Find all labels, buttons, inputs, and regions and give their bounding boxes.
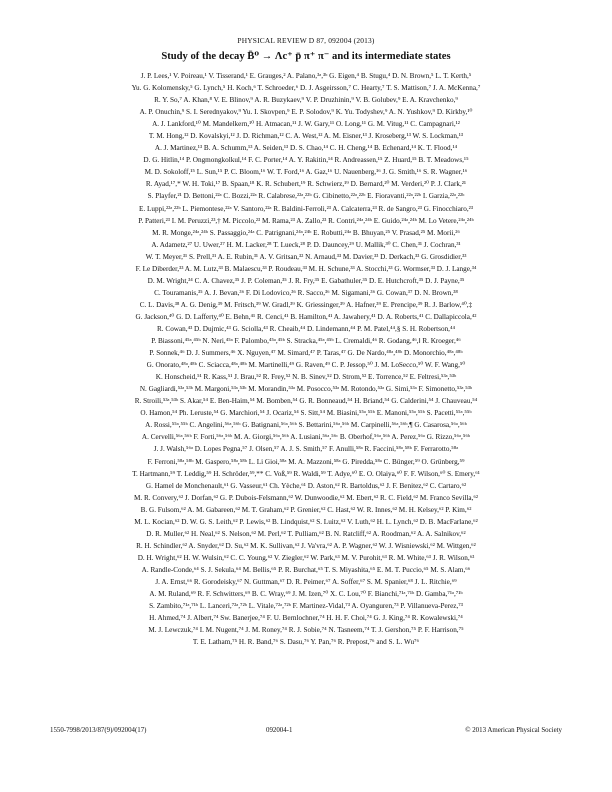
author-line: N. Gagliardi,⁵³ᵃ,⁵³ᵇ M. Margoni,⁵³ᵃ,⁵³ᵇ M. Morandin,⁵³ᵃ M. Posocco,⁵³ᵃ M. Rotondo,⁵³ᵃ G. Simi,⁵³ᵃ F. Simonetto,⁵³ᵃ,⁵³ᵇ [139,385,473,394]
footer-copyright: © 2013 American Physical Society [465,727,562,734]
author-line: C. L. Davis,³⁸ A. G. Denig,³⁹ M. Fritsch,³⁹ W. Gradl,³⁹ K. Griessinger,³⁹ A. Hafner,³⁹ E. Prencipe,³⁹ R. J. Barlow,⁴⁰,‡ [139,300,473,309]
author-line: R. H. Schindler,⁶² A. Snyder,⁶² D. Su,⁶² M. K. Sullivan,⁶² J. Va'vra,⁶² A. P. Wagner,⁶² W. J. Wisniewski,⁶² M. Wittgen,⁶² [136,541,476,550]
author-line: H. Ahmed,⁷⁴ J. Albert,⁷⁴ Sw. Banerjee,⁷⁴ F. U. Bernlochner,⁷⁴ H. H. F. Choi,⁷⁴ G. J. King,⁷⁴ R. Kowalewski,⁷⁴ [149,614,463,623]
author-line: W. T. Meyer,³¹ S. Prell,³¹ A. E. Rubin,³¹ A. V. Gritsan,³² N. Arnaud,³³ M. Davier,³³ D. Derkach,³³ G. Grosdidier,³³ [145,252,467,261]
author-line: G. Jackson,⁴⁰ G. D. Lafferty,⁴⁰ E. Behn,⁴¹ R. Cenci,⁴¹ B. Hamilton,⁴¹ A. Jawahery,⁴¹ D. A. Roberts,⁴¹ C. Dallapiccola,⁴² [135,312,477,321]
author-line: M. R. Convery,⁶² J. Dorfan,⁶² G. P. Dubois-Felsmann,⁶² W. Dunwoodie,⁶² M. Ebert,⁶² R. C. Field,⁶² M. Franco Sevilla,⁶² [134,493,478,502]
author-line: A. Rossi,⁵⁵ᵃ,⁵⁵ᵇ C. Angelini,⁵⁶ᵃ,⁵⁶ᵇ G. Batignani,⁵⁶ᵃ,⁵⁶ᵇ S. Bettarini,⁵⁶ᵃ,⁵⁶ᵇ M. Carpinelli,⁵⁶ᵃ,⁵⁶ᵇ,¶ G. Casarosa,⁵⁶ᵃ,⁵⁶ᵇ [145,421,467,430]
author-line: J. A. Ernst,⁶⁶ R. Gorodeisky,⁶⁷ N. Guttman,⁶⁷ D. R. Peimer,⁶⁷ A. Soffer,⁶⁷ S. M. Spanier,⁶⁸ J. L. Ritchie,⁶⁹ [155,577,457,586]
author-line: D. M. Wright,³⁴ C. A. Chavez,³⁵ J. P. Coleman,³⁵ J. R. Fry,³⁵ E. Gabathuler,³⁵ D. E. Hutchcroft,³⁵ D. J. Payne,³⁵ [147,276,465,285]
author-list [50,70,562,648]
author-line: E. Luppi,²²ᵃ,²²ᵇ L. Piemontese,²²ᵃ V. Santoro,²²ᵃ R. Baldini-Ferroli,²³ A. Calcaterra,²³ R. de Sangro,²³ G. Finocchiaro,²³ [139,204,473,213]
author-line: D. H. Wright,⁶² H. W. Wulsin,⁶² C. C. Young,⁶² V. Ziegler,⁶² W. Park,⁶³ M. V. Purohit,⁶³ R. M. White,⁶³ J. R. Wilson,⁶³ [137,553,475,562]
author-line: B. G. Fulsom,⁶² A. M. Gabareen,⁶² M. T. Graham,⁶² P. Grenier,⁶² C. Hast,⁶² W. R. Innes,⁶² M. H. Kelsey,⁶² P. Kim,⁶² [140,505,472,514]
author-line: J. J. Walsh,⁵⁶ᵃ D. Lopes Pegna,⁵⁷ J. Olsen,⁵⁷ A. J. S. Smith,⁵⁷ F. Anulli,⁵⁸ᵃ R. Faccini,⁵⁸ᵃ,⁵⁸ᵇ F. Ferrarotto,⁵⁸ᵃ [153,445,459,454]
author-line: F. Le Diberder,³³ A. M. Lutz,³³ B. Malaescu,³³ P. Roudeau,³³ M. H. Schune,³³ A. Stocchi,³³ G. Wormser,³³ D. J. Lange,³⁴ [135,264,477,273]
author-line: A. Adametz,²⁷ U. Uwer,²⁷ H. M. Lacker,²⁸ T. Lueck,²⁸ P. D. Dauncey,²⁹ U. Mallik,³⁰ C. Chen,³¹ J. Cochran,³¹ [151,240,461,249]
author-line: D. G. Hitlin,¹⁴ P. Ongmongkolkul,¹⁴ F. C. Porter,¹⁴ A. Y. Rakitin,¹⁴ R. Andreassen,¹⁵ Z. Huard,¹⁵ B. T. Meadows,¹⁵ [143,156,469,165]
author-line: A. P. Onuchin,⁹ S. I. Serednyakov,⁹ Yu. I. Skovpen,⁹ E. P. Solodov,⁹ K. Yu. Todyshev,⁹ A. N. Yushkov,⁹ D. Kirkby,¹⁰ [139,108,473,117]
author-line: S. Playfer,²¹ D. Bettoni,²²ᵃ C. Bozzi,²²ᵃ R. Calabrese,²²ᵃ,²²ᵇ G. Cibinetto,²²ᵃ,²²ᵇ E. Fioravanti,²²ᵃ,²²ᵇ I. Garzia,²²ᵃ,²²ᵇ [147,192,465,201]
author-line: M. J. Lewczuk,⁷⁴ I. M. Nugent,⁷⁴ J. M. Roney,⁷⁴ R. J. Sobie,⁷⁴ N. Tasneem,⁷⁴ T. J. Gershon,⁷⁵ P. F. Harrison,⁷⁵ [148,626,464,635]
author-line: F. Ferroni,⁵⁸ᵃ,⁵⁸ᵇ M. Gaspero,⁵⁸ᵃ,⁵⁸ᵇ L. Li Gioi,⁵⁸ᵃ M. A. Mazzoni,⁵⁸ᵃ G. Piredda,⁵⁸ᵃ C. Bünger,⁵⁹ O. Grünberg,⁵⁹ [147,457,465,466]
author-line: M. R. Monge,²⁴ᵃ,²⁴ᵇ S. Passaggio,²⁴ᵃ C. Patrignani,²⁴ᵃ,²⁴ᵇ E. Robutti,²⁴ᵃ B. Bhuyan,²⁵ V. Prasad,²⁵ M. Morii,²⁶ [152,228,460,237]
author-line: D. R. Muller,⁶² H. Neal,⁶² S. Nelson,⁶² M. Perl,⁶² T. Pulliam,⁶² B. N. Ratcliff,⁶² A. Roodman,⁶² A. A. Salnikov,⁶² [146,529,466,538]
footer-page-number: 092004-1 [266,727,293,734]
author-line: P. Patteri,²³ I. M. Peruzzi,²³,† M. Piccolo,²³ M. Rama,²³ A. Zallo,²³ R. Contri,²⁴ᵃ,²⁴ᵇ E. Guido,²⁴ᵃ,²⁴ᵇ M. Lo Vetere,²⁴ᵃ,²⁴ᵇ [138,216,474,225]
author-line: T. E. Latham,⁷⁵ H. R. Band,⁷⁶ S. Dasu,⁷⁶ Y. Pan,⁷⁶ R. Prepost,⁷⁶ and S. L. Wu⁷⁶ [192,638,420,647]
author-line: K. Honscheid,⁵¹ R. Kass,⁵¹ J. Brau,⁵² R. Frey,⁵² N. B. Sinev,⁵² D. Strom,⁵² E. Torrence,⁵² E. Feltresi,⁵³ᵃ,⁵³ᵇ [155,373,457,382]
author-line: M. L. Kocian,⁶² D. W. G. S. Leith,⁶² P. Lewis,⁶² B. Lindquist,⁶² S. Luitz,⁶² V. Luth,⁶² H. L. Lynch,⁶² D. B. MacFarlane,⁶² [134,517,478,526]
author-line: C. Touramanis,³⁵ A. J. Bevan,³⁶ F. Di Lodovico,³⁶ R. Sacco,³⁶ M. Sigamani,³⁶ G. Cowan,³⁷ D. N. Brown,³⁸ [154,288,458,297]
author-line: O. Hamon,⁵⁴ Ph. Leruste,⁵⁴ G. Marchiori,⁵⁴ J. Ocariz,⁵⁴ S. Sitt,⁵⁴ M. Biasini,⁵⁵ᵃ,⁵⁵ᵇ E. Manoni,⁵⁵ᵃ,⁵⁵ᵇ S. Pacetti,⁵⁵ᵃ,⁵⁵ᵇ [140,409,472,418]
journal-header: PHYSICAL REVIEW D 87, 092004 (2013) [237,36,375,45]
author-line: J. P. Lees,¹ V. Poireau,¹ V. Tisserand,¹ E. Grauges,² A. Palano,³ᵃ,³ᵇ G. Eigen,⁴ B. Stugu,⁴ D. N. Brown,⁵ L. T. Kerth,⁵ [140,72,472,80]
author-line: A. M. Ruland,⁶⁹ R. F. Schwitters,⁶⁹ B. C. Wray,⁶⁹ J. M. Izen,⁷⁰ X. C. Lou,⁷⁰ F. Bianchi,⁷¹ᵃ,⁷¹ᵇ D. Gamba,⁷¹ᵃ,⁷¹ᵇ [149,590,463,599]
author-line: Yu. G. Kolomensky,⁵ G. Lynch,⁵ H. Koch,⁶ T. Schroeder,⁶ D. J. Asgeirsson,⁷ C. Hearty,⁷ T. S. Mattison,⁷ J. A. McKenna,⁷ [131,84,481,93]
author-line: T. M. Hong,¹² D. Kovalskyi,¹² J. D. Richman,¹² C. A. West,¹² A. M. Eisner,¹³ J. Kroseberg,¹³ W. S. Lockman,¹³ [148,132,464,141]
author-line: A. J. Martinez,¹³ B. A. Schumm,¹³ A. Seiden,¹³ D. S. Chao,¹⁴ C. H. Cheng,¹⁴ B. Echenard,¹⁴ K. T. Flood,¹⁴ [154,144,458,153]
author-line: A. J. Lankford,¹⁰ M. Mandelkern,¹⁰ H. Atmacan,¹¹ J. W. Gary,¹¹ O. Long,¹¹ G. M. Vitug,¹¹ C. Campagnari,¹² [152,120,460,129]
author-line: R. Stroili,⁵³ᵃ,⁵³ᵇ S. Akar,⁵⁴ E. Ben-Haim,⁵⁴ M. Bomben,⁵⁴ G. R. Bonneaud,⁵⁴ H. Briand,⁵⁴ G. Calderini,⁵⁴ J. Chauveau,⁵⁴ [134,397,478,406]
author-line: G. Hamel de Monchenault,⁶¹ G. Vasseur,⁶¹ Ch. Yèche,⁶¹ D. Aston,⁶² R. Bartoldus,⁶² J. F. Benitez,⁶² C. Cartaro,⁶² [145,481,467,490]
author-line: M. D. Sokoloff,¹⁵ L. Sun,¹⁵ P. C. Bloom,¹⁶ W. T. Ford,¹⁶ A. Gaz,¹⁶ U. Nauenberg,¹⁶ J. G. Smith,¹⁶ S. R. Wagner,¹⁶ [144,168,468,177]
author-line: A. Cervelli,⁵⁶ᵃ,⁵⁶ᵇ F. Forti,⁵⁶ᵃ,⁵⁶ᵇ M. A. Giorgi,⁵⁶ᵃ,⁵⁶ᵇ A. Lusiani,⁵⁶ᵃ,⁵⁶ᶜ B. Oberhof,⁵⁶ᵃ,⁵⁶ᵇ A. Perez,⁵⁶ᵃ G. Rizzo,⁵⁶ᵃ,⁵⁶ᵇ [141,433,471,442]
author-line: P. Biassoni,⁴⁵ᵃ,⁴⁵ᵇ N. Neri,⁴⁵ᵃ F. Palombo,⁴⁵ᵃ,⁴⁵ᵇ S. Stracka,⁴⁵ᵃ,⁴⁵ᵇ L. Cremaldi,⁴⁶ R. Godang,⁴⁶,‖ R. Kroeger,⁴⁶ [151,337,461,346]
author-line: S. Zambito,⁷¹ᵃ,⁷¹ᵇ L. Lanceri,⁷²ᵃ,⁷²ᵇ L. Vitale,⁷²ᵃ,⁷²ᵇ F. Martinez-Vidal,⁷³ A. Oyanguren,⁷³ P. Villanueva-Perez,⁷³ [149,602,463,611]
author-line: T. Hartmann,⁵⁹ T. Leddig,⁵⁹ H. Schröder,⁵⁹,** C. Voß,⁵⁹ R. Waldi,⁵⁹ T. Adye,⁶⁰ E. O. Olaiya,⁶⁰ F. F. Wilson,⁶⁰ S. Emery,⁶¹ [132,469,480,478]
author-line: R. Y. So,⁷ A. Khan,⁸ V. E. Blinov,⁹ A. R. Buzykaev,⁹ V. P. Druzhinin,⁹ V. B. Golubev,⁹ E. A. Kravchenko,⁹ [154,96,458,105]
author-line: R. Ayad,¹⁷,* W. H. Toki,¹⁷ B. Spaan,¹⁸ K. R. Schubert,¹⁹ R. Schwierz,¹⁹ D. Bernard,²⁰ M. Verderi,²⁰ P. J. Clark,²¹ [145,180,467,189]
author-line: P. Sonnek,⁴⁶ D. J. Summers,⁴⁶ X. Nguyen,⁴⁷ M. Simard,⁴⁷ P. Taras,⁴⁷ G. De Nardo,⁴⁸ᵃ,⁴⁸ᵇ D. Monorchio,⁴⁸ᵃ,⁴⁸ᵇ [149,349,463,358]
author-line: A. Randle-Conde,⁶⁴ S. J. Sekula,⁶⁴ M. Bellis,⁶⁵ P. R. Burchat,⁶⁵ T. S. Miyashita,⁶⁵ E. M. T. Puccio,⁶⁵ M. S. Alam,⁶⁶ [141,565,471,574]
author-line: G. Onorato,⁴⁸ᵃ,⁴⁸ᵇ C. Sciacca,⁴⁸ᵃ,⁴⁸ᵇ M. Martinelli,⁴⁹ G. Raven,⁴⁹ C. P. Jessop,⁵⁰ J. M. LoSecco,⁵⁰ W. F. Wang,⁵⁰ [146,361,466,370]
author-line: R. Cowan,⁴³ D. Dujmic,⁴³ G. Sciolla,⁴³ R. Cheaib,⁴⁴ D. Lindemann,⁴⁴ P. M. Patel,⁴⁴,§ S. H. Robertson,⁴⁴ [157,324,455,333]
footer-issn: 1550-7998/2013/87(9)/092004(17) [50,727,147,734]
paper-title: Study of the decay B̄⁰ → Λc⁺ p̄ π⁺ π⁻ and its intermediate states [161,51,451,62]
